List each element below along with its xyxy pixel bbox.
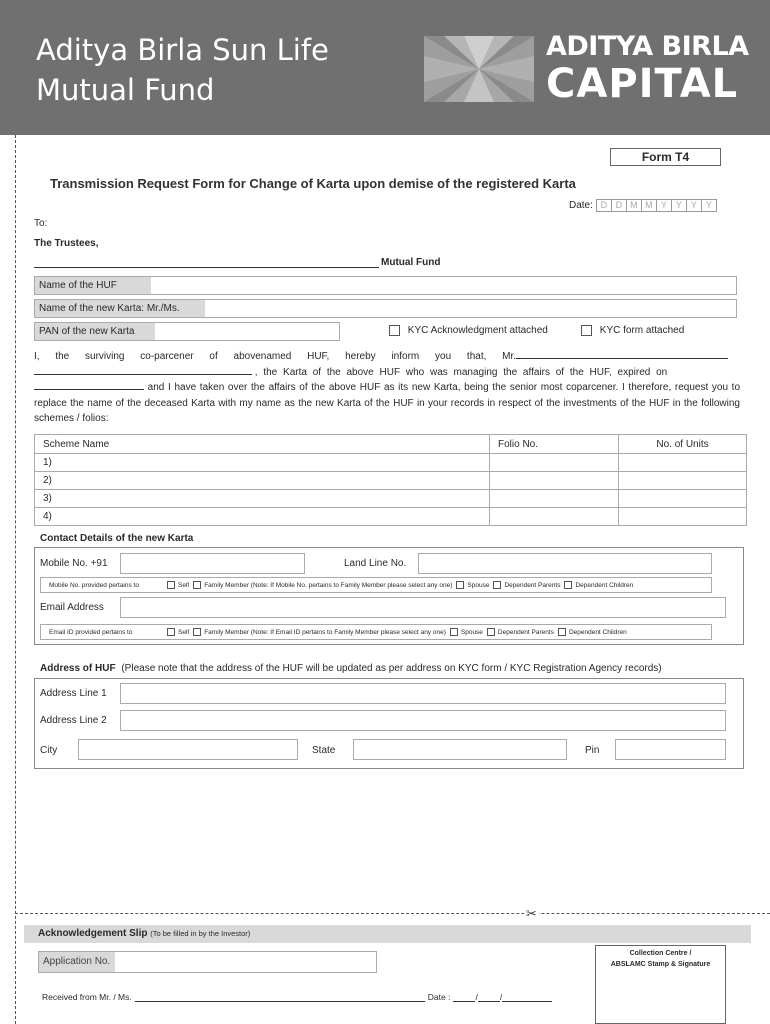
logo-line-1: ADITYA BIRLA xyxy=(546,31,749,62)
date-box[interactable]: Y xyxy=(671,199,687,212)
date-box[interactable]: Y xyxy=(656,199,672,212)
scheme-cell[interactable]: 1) xyxy=(35,454,490,472)
email-children-checkbox[interactable] xyxy=(558,628,566,636)
stamp-signature-box[interactable] xyxy=(595,945,726,1024)
scheme-cell[interactable]: 2) xyxy=(35,472,490,490)
self-label: Self xyxy=(178,628,190,636)
brand-line-1: Aditya Birla Sun Life xyxy=(36,33,329,67)
units-cell[interactable] xyxy=(619,508,747,526)
declaration-paragraph xyxy=(34,349,740,427)
aditya-birla-logo-icon xyxy=(424,36,534,102)
stamp-line-2: ABSLAMC Stamp & Signature xyxy=(610,961,711,968)
deceased-karta-blank-2[interactable] xyxy=(34,365,252,375)
family-label: Family Member (Note: If Email ID pertains to Family Member please select any one) xyxy=(204,628,446,636)
children-label: Dependent Children xyxy=(575,581,634,589)
email-parents-checkbox[interactable] xyxy=(487,628,495,636)
email-self-checkbox[interactable] xyxy=(167,628,175,636)
logo-wordmark xyxy=(546,30,749,107)
declaration-text-1: I, the surviving co-parcener of abovenamed HUF, hereby inform you that, Mr. xyxy=(34,351,517,362)
ack-date-month[interactable] xyxy=(478,992,503,1002)
pan-label: PAN of the new Karta xyxy=(35,323,155,340)
folio-cell[interactable] xyxy=(490,472,619,490)
trustees-label: The Trustees, xyxy=(34,238,99,249)
mutual-fund-line xyxy=(34,257,440,268)
self-label: Self xyxy=(178,581,190,589)
folio-header: Folio No. xyxy=(490,435,619,454)
form-title: Transmission Request Form for Change of Karta upon demise of the registered Karta xyxy=(50,176,576,191)
ack-date-label: Date : xyxy=(427,992,451,1002)
ack-note: (To be filled in by the Investor) xyxy=(150,929,251,938)
table-row[interactable] xyxy=(35,472,747,490)
mobile-input[interactable] xyxy=(120,553,305,574)
kyc-ack-option[interactable] xyxy=(389,325,548,336)
scissors-icon: ✂ xyxy=(526,906,537,921)
date-box[interactable]: D xyxy=(596,199,612,212)
date-box[interactable]: M xyxy=(641,199,657,212)
email-input[interactable] xyxy=(120,597,726,618)
folio-cell[interactable] xyxy=(490,490,619,508)
pin-input[interactable] xyxy=(615,739,726,760)
ack-title: Acknowledgement Slip xyxy=(38,928,148,939)
huf-address-title: Address of HUF xyxy=(40,663,116,674)
parents-label: Dependent Parents xyxy=(504,581,561,589)
ack-date-day[interactable] xyxy=(453,992,478,1002)
mobile-spouse-checkbox[interactable] xyxy=(456,581,464,589)
application-no-label: Application No. xyxy=(39,952,115,972)
schemes-table xyxy=(34,434,747,526)
date-field[interactable] xyxy=(569,199,717,212)
landline-label: Land Line No. xyxy=(344,558,407,569)
mobile-children-checkbox[interactable] xyxy=(564,581,572,589)
date-box[interactable]: D xyxy=(611,199,627,212)
date-box[interactable]: M xyxy=(626,199,642,212)
spouse-label: Spouse xyxy=(467,581,490,589)
declaration-text-3: and I have taken over the affairs of the above HUF as its new Karta, being the senior most coparcener. I therefore, request you to replace the name of the deceased Karta with my name as the new Karta of the HUF in your records in respect of the investments of the HUF in the following schemes / folios: xyxy=(34,382,741,424)
units-cell[interactable] xyxy=(619,472,747,490)
received-from-label: Received from Mr. / Ms. xyxy=(42,992,132,1002)
city-input[interactable] xyxy=(78,739,298,760)
pin-label: Pin xyxy=(585,745,600,756)
table-row[interactable] xyxy=(35,508,747,526)
logo-line-2: CAPITAL xyxy=(546,61,739,107)
scheme-cell[interactable]: 4) xyxy=(35,508,490,526)
address-line2-input[interactable] xyxy=(120,710,726,731)
children-label: Dependent Children xyxy=(568,628,627,636)
kyc-form-option[interactable] xyxy=(581,325,684,336)
state-input[interactable] xyxy=(353,739,567,760)
units-cell[interactable] xyxy=(619,490,747,508)
huf-address-heading xyxy=(40,663,662,674)
new-karta-label: Name of the new Karta: Mr./Ms. xyxy=(35,300,205,317)
huf-address-note: (Please note that the address of the HUF will be updated as per address on KYC form / KYC Registration Agency records) xyxy=(121,663,662,674)
huf-name-field[interactable] xyxy=(34,276,737,295)
date-separator: / xyxy=(475,992,478,1002)
email-family-checkbox[interactable] xyxy=(193,628,201,636)
parents-label: Dependent Parents xyxy=(497,628,554,636)
received-from-blank[interactable] xyxy=(135,992,425,1002)
new-karta-field[interactable] xyxy=(34,299,737,318)
expiry-date-blank[interactable] xyxy=(34,380,144,390)
landline-input[interactable] xyxy=(418,553,712,574)
mobile-parents-checkbox[interactable] xyxy=(493,581,501,589)
mutual-fund-blank[interactable] xyxy=(34,258,379,268)
date-box[interactable]: Y xyxy=(686,199,702,212)
email-spouse-checkbox[interactable] xyxy=(450,628,458,636)
date-separator: / xyxy=(499,992,503,1002)
folio-cell[interactable] xyxy=(490,454,619,472)
email-pertains-row xyxy=(40,624,712,640)
table-row[interactable] xyxy=(35,490,747,508)
kyc-form-label: KYC form attached xyxy=(599,325,685,337)
huf-name-label: Name of the HUF xyxy=(35,277,151,294)
spouse-label: Spouse xyxy=(460,628,483,636)
email-label: Email Address xyxy=(40,602,104,613)
received-from-line xyxy=(42,992,552,1002)
form-number: Form T4 xyxy=(610,148,721,166)
scheme-name-header: Scheme Name xyxy=(35,435,490,454)
state-label: State xyxy=(312,745,336,756)
kyc-ack-label: KYC Acknowledgment attached xyxy=(407,325,548,337)
stamp-line-1: Collection Centre / xyxy=(629,950,692,957)
tear-off-line xyxy=(15,913,770,914)
folio-cell[interactable] xyxy=(490,508,619,526)
units-header: No. of Units xyxy=(619,435,747,454)
page-header xyxy=(0,0,770,135)
table-header-row xyxy=(35,435,747,454)
date-label: Date: xyxy=(569,200,593,211)
brand-line-2: Mutual Fund xyxy=(36,73,215,107)
city-label: City xyxy=(40,745,58,756)
ack-date-year[interactable] xyxy=(499,992,552,1002)
scheme-cell[interactable]: 3) xyxy=(35,490,490,508)
declaration-text-2: , the Karta of the above HUF who was managing the affairs of the HUF, expired on xyxy=(254,366,668,378)
kyc-form-checkbox[interactable] xyxy=(581,325,592,336)
mobile-family-checkbox[interactable] xyxy=(193,581,201,589)
family-label: Family Member (Note: If Mobile No. pertains to Family Member please select any one) xyxy=(204,581,453,589)
brand-name xyxy=(36,30,329,110)
mobile-label: Mobile No. +91 xyxy=(40,558,108,569)
address-line1-input[interactable] xyxy=(120,683,726,704)
kyc-ack-checkbox[interactable] xyxy=(389,325,400,336)
application-no-field[interactable] xyxy=(38,951,377,973)
address-line1-label: Address Line 1 xyxy=(40,688,107,699)
mutual-fund-label: Mutual Fund xyxy=(381,257,441,268)
mobile-self-checkbox[interactable] xyxy=(167,581,175,589)
date-box[interactable]: Y xyxy=(701,199,717,212)
mobile-pertains-label: Mobile No. provided pertains to xyxy=(49,581,139,589)
mobile-pertains-row xyxy=(40,577,712,593)
email-pertains-label: Email ID provided pertains to xyxy=(49,628,133,636)
ack-slip-header xyxy=(24,925,751,943)
left-cut-line xyxy=(15,135,16,1024)
deceased-karta-blank[interactable] xyxy=(516,349,728,359)
units-cell[interactable] xyxy=(619,454,747,472)
table-row[interactable] xyxy=(35,454,747,472)
contact-section-title: Contact Details of the new Karta xyxy=(40,533,194,544)
pan-field[interactable] xyxy=(34,322,340,341)
address-line2-label: Address Line 2 xyxy=(40,715,107,726)
to-label: To: xyxy=(34,218,48,229)
